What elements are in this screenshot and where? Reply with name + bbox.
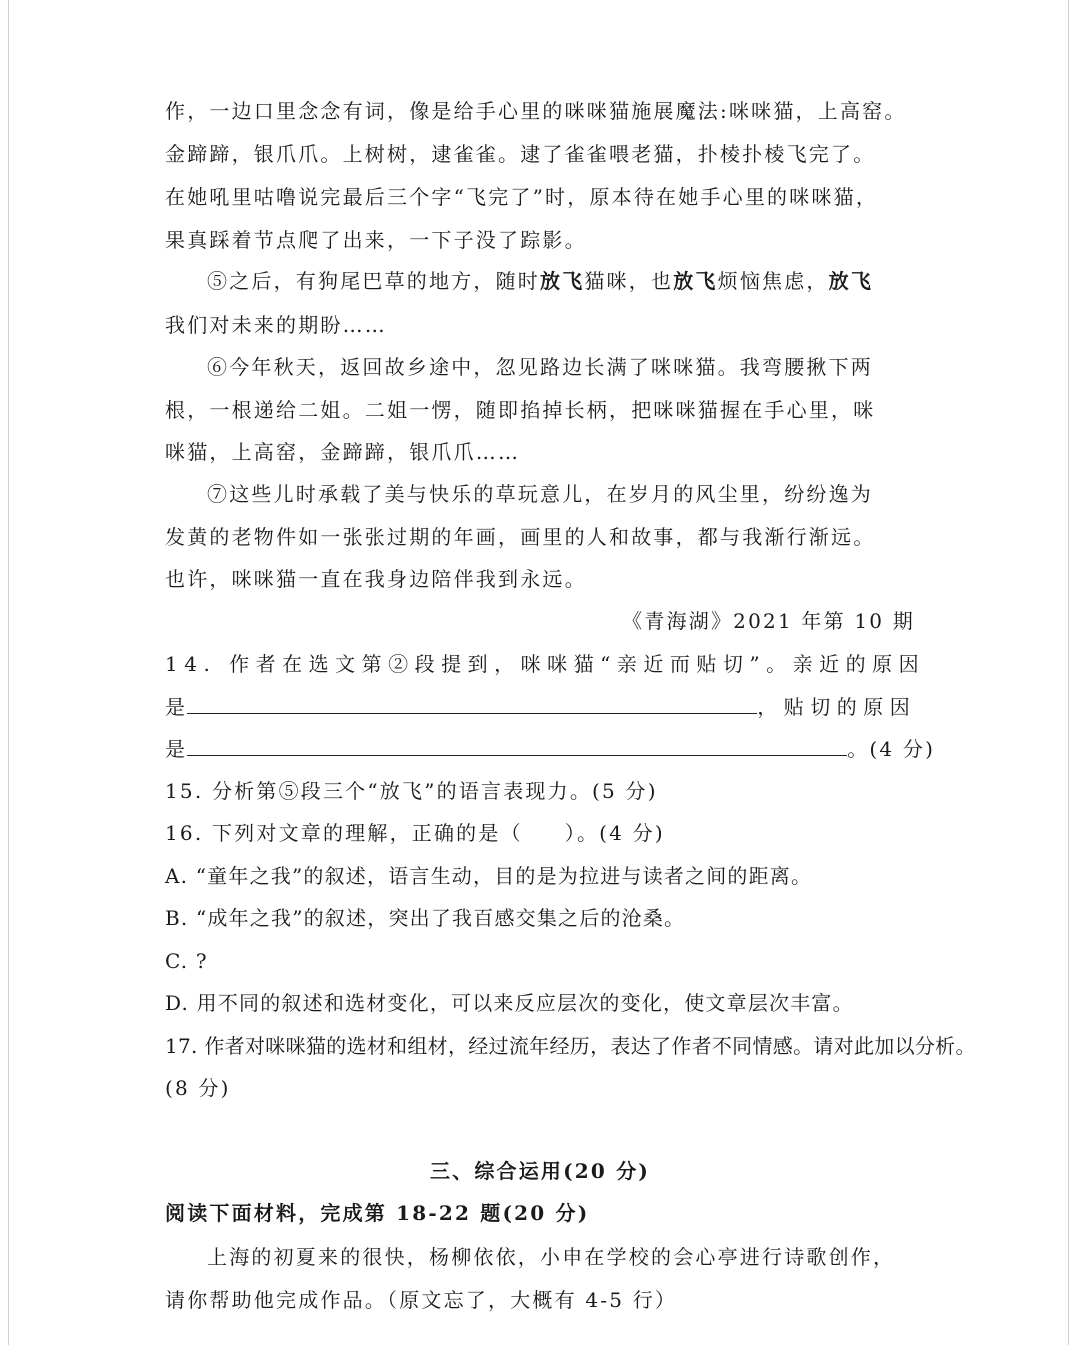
q16-stem-b: ）。(4 分) bbox=[564, 821, 665, 845]
option-d: D. 用不同的叙述和选材变化，可以来反应层次的变化，使文章层次丰富。 bbox=[165, 991, 854, 1015]
paragraph-6-line: 咪猫，上高窑，金蹄蹄，银爪爪…… bbox=[165, 440, 521, 464]
paragraph-6-line: ⑥今年秋天，返回故乡途中，忽见路边长满了咪咪猫。我弯腰揪下两 bbox=[207, 355, 873, 379]
p5-text: 猫咪，也 bbox=[584, 269, 674, 293]
section-3-heading: 三、综合运用(20 分) bbox=[429, 1159, 651, 1183]
fangfei-bold: 放飞 bbox=[673, 269, 718, 293]
section-3-body-line: 请你帮助他完成作品。（原文忘了，大概有 4-5 行） bbox=[165, 1288, 678, 1312]
question-15: 15. 分析第⑤段三个“放飞”的语言表现力。(5 分) bbox=[165, 779, 658, 803]
section-3-body-line: 上海的初夏来的很快，杨柳依依，小申在学校的会心亭进行诗歌创作， bbox=[207, 1245, 896, 1269]
page-border-right bbox=[1068, 0, 1069, 1345]
q14-prefix: 是 bbox=[165, 695, 188, 719]
option-b: B. “成年之我”的叙述，突出了我百感交集之后的沧桑。 bbox=[165, 906, 686, 930]
question-16-stem bbox=[165, 820, 915, 846]
option-c: C. ? bbox=[165, 949, 208, 973]
answer-blank-2[interactable] bbox=[187, 735, 847, 756]
passage-line: 果真踩着节点爬了出来，一下子没了踪影。 bbox=[165, 228, 587, 252]
answer-blank-1[interactable] bbox=[187, 693, 757, 714]
passage-line: 作，一边口里念念有词，像是给手心里的咪咪猫施展魔法:咪咪猫，上高窑。 bbox=[165, 99, 907, 123]
paragraph-7-line: 发黄的老物件如一张张过期的年画，画里的人和故事，都与我渐行渐远。 bbox=[165, 525, 876, 549]
paragraph-5-line-1 bbox=[207, 268, 915, 294]
paragraph-7-line: ⑦这些儿时承载了美与快乐的草玩意儿，在岁月的风尘里，纷纷逸为 bbox=[207, 482, 873, 506]
q14-score: 。(4 分) bbox=[847, 737, 936, 761]
passage-line: 在她吼里咕噜说完最后三个字“飞完了”时，原本待在她手心里的咪咪猫， bbox=[165, 185, 879, 209]
question-17-line-1: 17. 作者对咪咪猫的选材和组材，经过流年经历，表达了作者不同情感。请对此加以分析。 bbox=[165, 1034, 976, 1058]
p5-text: 烦恼焦虑， bbox=[717, 269, 829, 293]
source-citation: 《青海湖》2021 年第 10 期 bbox=[622, 609, 915, 633]
paragraph-7-line: 也许，咪咪猫一直在我身边陪伴我到永远。 bbox=[165, 567, 587, 591]
option-a: A. “童年之我”的叙述，语言生动，目的是为拉进与读者之间的距离。 bbox=[165, 864, 813, 888]
question-17-line-2: (8 分) bbox=[165, 1076, 231, 1100]
passage-line: 金蹄蹄，银爪爪。上树树，逮雀雀。逮了雀雀喂老猫，扑棱扑棱飞完了。 bbox=[165, 142, 876, 166]
q16-stem-a: 16. 下列对文章的理解，正确的是（ bbox=[165, 821, 523, 845]
question-14-line-2 bbox=[165, 693, 915, 720]
p5-text: ⑤之后，有狗尾巴草的地方，随时 bbox=[207, 269, 540, 293]
page-border-left bbox=[8, 0, 9, 1345]
paragraph-5-line-2: 我们对未来的期盼…… bbox=[165, 313, 387, 337]
paragraph-6-line: 根，一根递给二姐。二姐一愣，随即掐掉长柄，把咪咪猫握在手心里，咪 bbox=[165, 398, 876, 422]
section-3-instruction: 阅读下面材料，完成第 18-22 题(20 分) bbox=[165, 1201, 590, 1225]
question-14-line-1: 14. 作者在选文第②段提到，咪咪猫“亲近而贴切”。亲近的原因 bbox=[165, 652, 926, 676]
fangfei-bold: 放飞 bbox=[540, 269, 585, 293]
q14-prefix: 是 bbox=[165, 737, 188, 761]
fangfei-bold: 放飞 bbox=[828, 269, 874, 293]
q14-suffix: ，贴切的原因 bbox=[757, 695, 917, 719]
question-14-line-3 bbox=[165, 735, 936, 762]
